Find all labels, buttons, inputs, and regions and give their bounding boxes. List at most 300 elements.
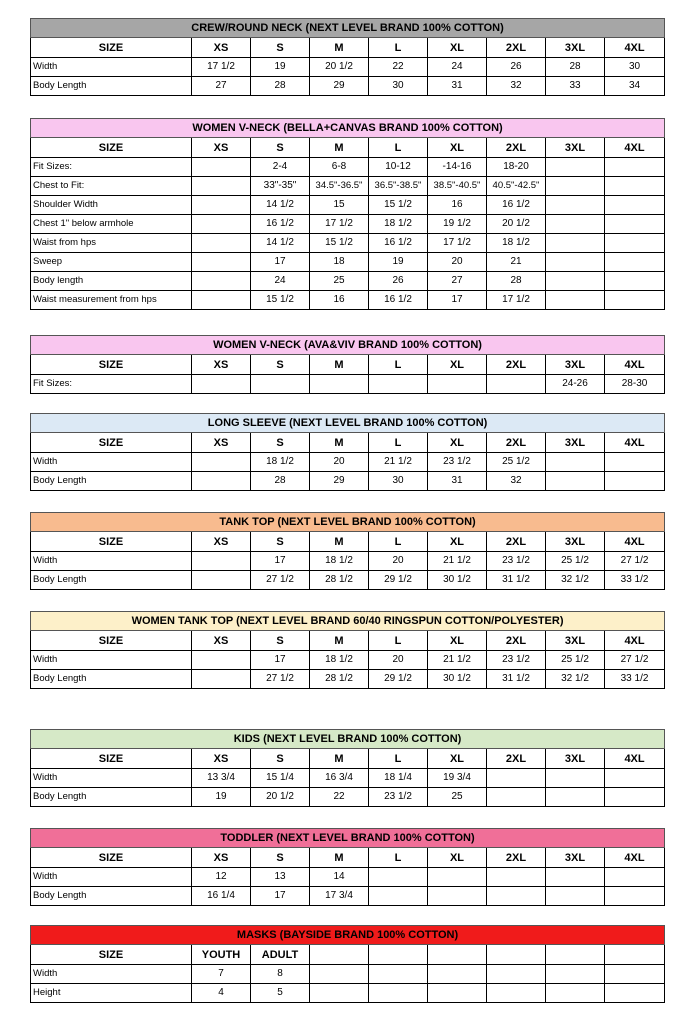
table-cell: 40.5"-42.5" — [487, 177, 546, 196]
table-cell: 15 1/2 — [369, 196, 428, 215]
table-cell — [546, 788, 605, 807]
table-cell — [251, 375, 310, 394]
table-cell: 18 1/2 — [487, 234, 546, 253]
table-title-row — [31, 612, 665, 631]
table-row — [31, 215, 665, 234]
column-header: SIZE — [31, 848, 192, 868]
table-cell — [546, 984, 605, 1003]
row-label: Body Length — [31, 77, 192, 96]
table-cell: 16 — [310, 291, 369, 310]
table-row — [31, 196, 665, 215]
table-title-row — [31, 414, 665, 433]
table-cell — [192, 552, 251, 571]
table-cell — [487, 887, 546, 906]
column-header: 4XL — [605, 631, 665, 651]
table-cell: 36.5"-38.5" — [369, 177, 428, 196]
table-cell: 17 3/4 — [310, 887, 369, 906]
table-cell: 27 1/2 — [605, 552, 665, 571]
table-cell — [428, 965, 487, 984]
table-row — [31, 158, 665, 177]
table-cell: 22 — [310, 788, 369, 807]
column-header: SIZE — [31, 38, 192, 58]
column-header: S — [251, 138, 310, 158]
column-header: S — [251, 355, 310, 375]
table-row — [31, 788, 665, 807]
row-label: Width — [31, 58, 192, 77]
table-cell: 12 — [192, 868, 251, 887]
table-cell: 28 — [487, 272, 546, 291]
table-cell: 23 1/2 — [428, 453, 487, 472]
column-header: SIZE — [31, 355, 192, 375]
table-cell — [605, 253, 665, 272]
table-cell: 17 1/2 — [310, 215, 369, 234]
table-row — [31, 375, 665, 394]
column-header: 3XL — [546, 749, 605, 769]
table-cell: 18 — [310, 253, 369, 272]
table-cell: 27 — [428, 272, 487, 291]
table-cell: 30 — [605, 58, 665, 77]
table-cell: 32 — [487, 77, 546, 96]
table-cell — [605, 158, 665, 177]
column-header — [369, 945, 428, 965]
column-header: 2XL — [487, 355, 546, 375]
table-cell — [487, 868, 546, 887]
table-row — [31, 253, 665, 272]
column-header: S — [251, 38, 310, 58]
table-cell: 20 — [428, 253, 487, 272]
table-cell — [428, 984, 487, 1003]
column-header: L — [369, 848, 428, 868]
table-cell: 16 1/2 — [487, 196, 546, 215]
table-cell — [546, 234, 605, 253]
table-cell — [546, 253, 605, 272]
row-label: Height — [31, 984, 192, 1003]
column-header: 3XL — [546, 631, 605, 651]
table-cell — [605, 769, 665, 788]
table-cell — [546, 868, 605, 887]
column-header: 2XL — [487, 631, 546, 651]
table-cell — [310, 965, 369, 984]
table-cell: 31 — [428, 77, 487, 96]
row-label: Body Length — [31, 571, 192, 590]
row-label: Body Length — [31, 670, 192, 689]
table-cell: 20 — [369, 651, 428, 670]
table-cell: 33 1/2 — [605, 670, 665, 689]
table-cell: 19 — [369, 253, 428, 272]
column-header: SIZE — [31, 631, 192, 651]
table-cell: 33 1/2 — [605, 571, 665, 590]
table-cell: 34.5"-36.5" — [310, 177, 369, 196]
column-header: M — [310, 355, 369, 375]
table-cell — [605, 215, 665, 234]
table-cell: 22 — [369, 58, 428, 77]
column-header: XL — [428, 433, 487, 453]
table-cell: 28-30 — [605, 375, 665, 394]
table-cell: 28 — [251, 472, 310, 491]
table-row — [31, 552, 665, 571]
table-cell — [546, 453, 605, 472]
table-cell: 27 — [192, 77, 251, 96]
table-cell: 15 1/2 — [251, 291, 310, 310]
table-cell — [546, 196, 605, 215]
table-title-row — [31, 926, 665, 945]
table-cell — [605, 196, 665, 215]
row-label: Waist measurement from hps — [31, 291, 192, 310]
table-row — [31, 571, 665, 590]
table-title: WOMEN V-NECK (AVA&VIV BRAND 100% COTTON) — [31, 336, 665, 355]
row-label: Chest to Fit: — [31, 177, 192, 196]
size-chart-table — [30, 611, 665, 689]
row-label: Width — [31, 453, 192, 472]
table-cell: 2-4 — [251, 158, 310, 177]
size-chart-table — [30, 512, 665, 590]
table-cell: 32 — [487, 472, 546, 491]
table-cell: 15 1/4 — [251, 769, 310, 788]
column-header: L — [369, 532, 428, 552]
table-row — [31, 769, 665, 788]
table-cell — [192, 571, 251, 590]
table-title-row — [31, 119, 665, 138]
table-cell — [192, 234, 251, 253]
header-row — [31, 138, 665, 158]
row-label: Sweep — [31, 253, 192, 272]
size-chart-table — [30, 18, 665, 96]
column-header — [487, 945, 546, 965]
table-cell: 31 1/2 — [487, 571, 546, 590]
table-cell — [605, 868, 665, 887]
table-cell — [605, 272, 665, 291]
column-header: 4XL — [605, 355, 665, 375]
table-cell: 25 — [310, 272, 369, 291]
table-cell: 14 1/2 — [251, 196, 310, 215]
column-header: SIZE — [31, 945, 192, 965]
table-cell: 29 — [310, 472, 369, 491]
table-cell: 18 1/4 — [369, 769, 428, 788]
table-cell: 16 1/4 — [192, 887, 251, 906]
row-label: Width — [31, 965, 192, 984]
table-cell: 20 — [369, 552, 428, 571]
column-header: M — [310, 848, 369, 868]
table-cell: 17 — [251, 253, 310, 272]
column-header: M — [310, 749, 369, 769]
header-row — [31, 355, 665, 375]
table-cell: 27 1/2 — [605, 651, 665, 670]
column-header: S — [251, 532, 310, 552]
table-cell — [605, 788, 665, 807]
table-cell — [487, 788, 546, 807]
table-cell: 30 1/2 — [428, 670, 487, 689]
header-row — [31, 38, 665, 58]
column-header: XS — [192, 138, 251, 158]
table-cell: 15 1/2 — [310, 234, 369, 253]
table-cell — [487, 965, 546, 984]
table-cell: 17 1/2 — [428, 234, 487, 253]
table-row — [31, 234, 665, 253]
table-cell: 19 — [251, 58, 310, 77]
table-cell: 25 1/2 — [546, 552, 605, 571]
column-header: 2XL — [487, 532, 546, 552]
table-cell — [192, 215, 251, 234]
table-title-row — [31, 336, 665, 355]
column-header: SIZE — [31, 532, 192, 552]
table-cell: 21 1/2 — [428, 552, 487, 571]
row-label: Chest 1" below armhole — [31, 215, 192, 234]
table-cell — [369, 887, 428, 906]
column-header: S — [251, 848, 310, 868]
table-cell — [605, 984, 665, 1003]
table-cell — [546, 158, 605, 177]
table-cell — [192, 253, 251, 272]
table-cell: 13 3/4 — [192, 769, 251, 788]
column-header: 4XL — [605, 138, 665, 158]
row-label: Waist from hps — [31, 234, 192, 253]
table-cell: 17 1/2 — [487, 291, 546, 310]
column-header: XS — [192, 848, 251, 868]
table-title-row — [31, 513, 665, 532]
table-cell — [192, 291, 251, 310]
size-chart-table — [30, 413, 665, 491]
table-cell — [428, 375, 487, 394]
table-cell — [487, 984, 546, 1003]
table-title: TANK TOP (NEXT LEVEL BRAND 100% COTTON) — [31, 513, 665, 532]
table-row — [31, 291, 665, 310]
table-cell: 26 — [487, 58, 546, 77]
table-cell: 21 — [487, 253, 546, 272]
table-cell: 32 1/2 — [546, 571, 605, 590]
table-cell — [192, 177, 251, 196]
table-cell: 28 1/2 — [310, 670, 369, 689]
table-cell — [605, 177, 665, 196]
table-cell: 24 — [251, 272, 310, 291]
table-row — [31, 670, 665, 689]
column-header: S — [251, 631, 310, 651]
table-cell: 19 — [192, 788, 251, 807]
row-label: Body length — [31, 272, 192, 291]
table-cell — [192, 158, 251, 177]
column-header: XS — [192, 749, 251, 769]
row-label: Fit Sizes: — [31, 158, 192, 177]
table-cell — [369, 375, 428, 394]
table-row — [31, 58, 665, 77]
table-cell — [546, 177, 605, 196]
column-header: 2XL — [487, 848, 546, 868]
column-header: XL — [428, 749, 487, 769]
table-cell: 30 — [369, 472, 428, 491]
column-header — [428, 945, 487, 965]
table-title-row — [31, 19, 665, 38]
table-title: MASKS (BAYSIDE BRAND 100% COTTON) — [31, 926, 665, 945]
table-title: WOMEN V-NECK (BELLA+CANVAS BRAND 100% COTTON) — [31, 119, 665, 138]
table-title-row — [31, 829, 665, 848]
table-cell — [192, 196, 251, 215]
table-cell: 14 — [310, 868, 369, 887]
table-cell: 34 — [605, 77, 665, 96]
table-title: CREW/ROUND NECK (NEXT LEVEL BRAND 100% COTTON) — [31, 19, 665, 38]
table-cell — [605, 965, 665, 984]
table-cell: 29 1/2 — [369, 571, 428, 590]
table-cell: 16 3/4 — [310, 769, 369, 788]
column-header: L — [369, 631, 428, 651]
table-cell: 17 — [428, 291, 487, 310]
column-header: XL — [428, 848, 487, 868]
row-label: Fit Sizes: — [31, 375, 192, 394]
table-cell — [605, 291, 665, 310]
size-chart-table — [30, 729, 665, 807]
header-row — [31, 532, 665, 552]
column-header: ADULT — [251, 945, 310, 965]
table-cell: 29 — [310, 77, 369, 96]
table-cell: 24 — [428, 58, 487, 77]
column-header: 3XL — [546, 848, 605, 868]
size-chart-table — [30, 118, 665, 310]
table-cell: 8 — [251, 965, 310, 984]
header-row — [31, 433, 665, 453]
column-header — [546, 945, 605, 965]
table-cell — [192, 453, 251, 472]
size-chart-table — [30, 335, 665, 394]
table-cell: 30 — [369, 77, 428, 96]
table-cell — [546, 291, 605, 310]
table-row — [31, 77, 665, 96]
table-cell: 7 — [192, 965, 251, 984]
table-cell — [605, 234, 665, 253]
table-cell: 17 — [251, 651, 310, 670]
header-row — [31, 749, 665, 769]
column-header: M — [310, 532, 369, 552]
table-cell: 20 — [310, 453, 369, 472]
column-header: L — [369, 749, 428, 769]
column-header: 3XL — [546, 138, 605, 158]
column-header: 2XL — [487, 138, 546, 158]
table-cell — [605, 472, 665, 491]
table-cell — [428, 887, 487, 906]
table-cell — [605, 887, 665, 906]
column-header: 3XL — [546, 433, 605, 453]
table-cell — [546, 272, 605, 291]
table-cell: 27 1/2 — [251, 670, 310, 689]
table-cell: 19 3/4 — [428, 769, 487, 788]
table-cell: 18 1/2 — [310, 552, 369, 571]
column-header: XS — [192, 433, 251, 453]
table-cell: 27 1/2 — [251, 571, 310, 590]
column-header: 3XL — [546, 532, 605, 552]
table-cell: 24-26 — [546, 375, 605, 394]
column-header — [605, 945, 665, 965]
table-cell: 16 — [428, 196, 487, 215]
column-header: YOUTH — [192, 945, 251, 965]
table-cell: 16 1/2 — [251, 215, 310, 234]
column-header: 4XL — [605, 433, 665, 453]
table-cell: 32 1/2 — [546, 670, 605, 689]
table-cell — [192, 375, 251, 394]
table-cell — [310, 984, 369, 1003]
column-header: XL — [428, 38, 487, 58]
column-header: L — [369, 138, 428, 158]
table-row — [31, 868, 665, 887]
column-header: S — [251, 749, 310, 769]
table-cell: 19 1/2 — [428, 215, 487, 234]
table-row — [31, 272, 665, 291]
table-cell: 28 — [251, 77, 310, 96]
table-cell: 17 — [251, 887, 310, 906]
table-title-row — [31, 730, 665, 749]
table-title: KIDS (NEXT LEVEL BRAND 100% COTTON) — [31, 730, 665, 749]
table-cell — [546, 887, 605, 906]
table-cell — [487, 375, 546, 394]
table-cell — [546, 215, 605, 234]
table-cell — [487, 769, 546, 788]
table-cell: 20 1/2 — [310, 58, 369, 77]
column-header — [310, 945, 369, 965]
table-cell: 29 1/2 — [369, 670, 428, 689]
table-cell: 17 — [251, 552, 310, 571]
column-header: M — [310, 38, 369, 58]
table-cell: 33"-35" — [251, 177, 310, 196]
column-header: XS — [192, 631, 251, 651]
table-row — [31, 984, 665, 1003]
column-header: XS — [192, 355, 251, 375]
table-title: WOMEN TANK TOP (NEXT LEVEL BRAND 60/40 RINGSPUN COTTON/POLYESTER) — [31, 612, 665, 631]
table-cell: 23 1/2 — [487, 552, 546, 571]
column-header: 2XL — [487, 38, 546, 58]
column-header: XL — [428, 138, 487, 158]
column-header: M — [310, 631, 369, 651]
column-header: 3XL — [546, 355, 605, 375]
header-row — [31, 848, 665, 868]
column-header: M — [310, 138, 369, 158]
table-cell — [192, 670, 251, 689]
table-title: LONG SLEEVE (NEXT LEVEL BRAND 100% COTTON) — [31, 414, 665, 433]
table-title: TODDLER (NEXT LEVEL BRAND 100% COTTON) — [31, 829, 665, 848]
row-label: Width — [31, 651, 192, 670]
table-cell — [369, 984, 428, 1003]
column-header: L — [369, 38, 428, 58]
header-row — [31, 945, 665, 965]
table-cell: 14 1/2 — [251, 234, 310, 253]
column-header: M — [310, 433, 369, 453]
table-cell: 16 1/2 — [369, 234, 428, 253]
table-cell: 31 — [428, 472, 487, 491]
table-cell: 33 — [546, 77, 605, 96]
table-row — [31, 887, 665, 906]
table-cell — [369, 868, 428, 887]
column-header: 3XL — [546, 38, 605, 58]
row-label: Shoulder Width — [31, 196, 192, 215]
table-cell: 30 1/2 — [428, 571, 487, 590]
table-cell: 26 — [369, 272, 428, 291]
table-cell: 5 — [251, 984, 310, 1003]
table-row — [31, 651, 665, 670]
table-cell — [310, 375, 369, 394]
row-label: Width — [31, 552, 192, 571]
table-cell: 10-12 — [369, 158, 428, 177]
column-header: S — [251, 433, 310, 453]
table-cell — [192, 472, 251, 491]
row-label: Body Length — [31, 887, 192, 906]
table-cell: 23 1/2 — [487, 651, 546, 670]
column-header: L — [369, 433, 428, 453]
table-cell: 21 1/2 — [369, 453, 428, 472]
table-cell: 13 — [251, 868, 310, 887]
column-header: 4XL — [605, 848, 665, 868]
header-row — [31, 631, 665, 651]
column-header: 4XL — [605, 749, 665, 769]
row-label: Body Length — [31, 788, 192, 807]
column-header: 2XL — [487, 433, 546, 453]
table-cell — [605, 453, 665, 472]
table-cell: 20 1/2 — [487, 215, 546, 234]
table-cell: 18-20 — [487, 158, 546, 177]
